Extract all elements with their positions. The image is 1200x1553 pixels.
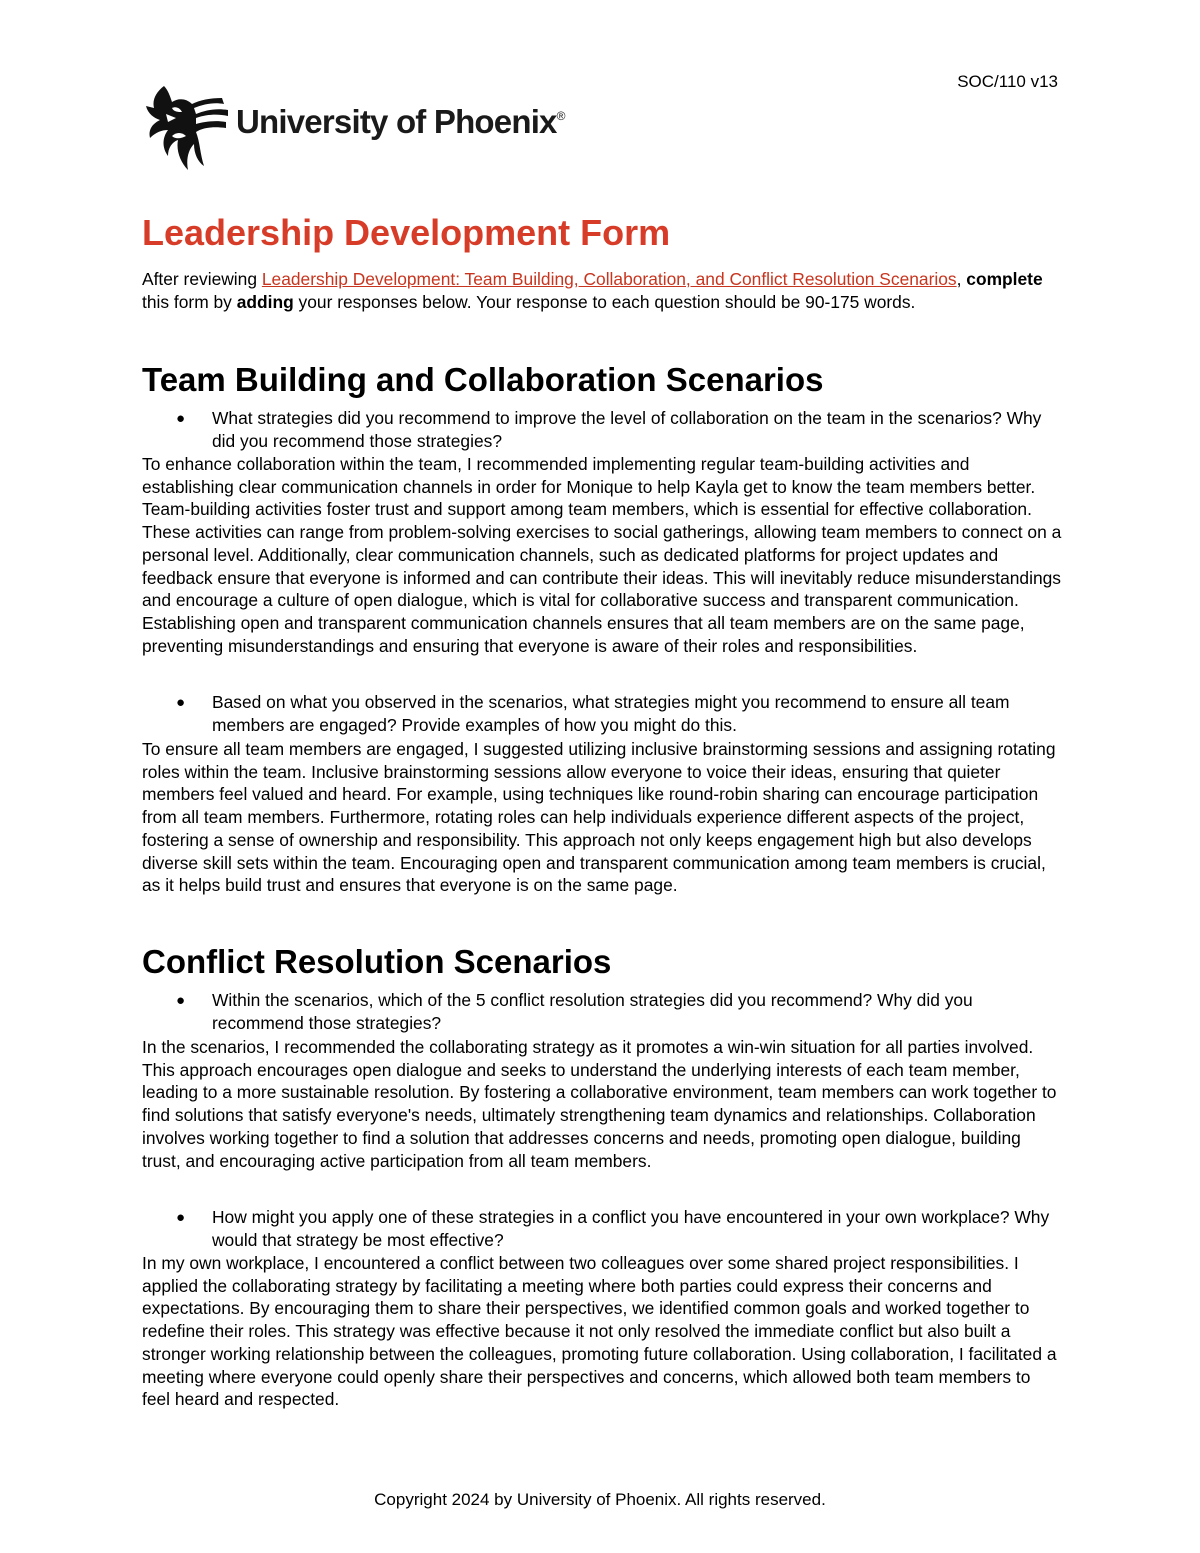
bullet-icon: ● (176, 694, 186, 711)
course-code: SOC/110 v13 (957, 72, 1058, 91)
question-item: ● Within the scenarios, which of the 5 conflict resolution strategies did you recommend? Why did you recommend those strategies? (176, 990, 973, 1033)
scenarios-link[interactable]: Leadership Development: Team Building, Collaboration, and Conflict Resolution Scenarios (261, 269, 957, 289)
copyright-footer: Copyright 2024 by University of Phoenix. All rights reserved. (374, 1490, 826, 1509)
section-heading: Team Building and Collaboration Scenarios (142, 361, 824, 398)
answer-paragraph: In my own workplace, I encountered a conflict between two colleagues over some shared project responsibilities. I applied the collaborating strategy by facilitating a meeting where both parties could express their concerns and expectations. By encouraging them to share their perspectives, we identified common goals and worked together to redefine their roles. This strategy was effective because it not only resolved the immediate conflict but also built a stronger working relationship between the colleagues, promoting future collaboration. Using collaboration, I facilitated a meeting where everyone could openly share their perspectives and concerns, which allowed both team members to feel heard and respected. (142, 1253, 1057, 1410)
question-item: ● How might you apply one of these strategies in a conflict you have encountered in your own workplace? Why would that strategy be most effective? (176, 1207, 1050, 1250)
question-item: ● Based on what you observed in the scenarios, what strategies might you recommend to ensure all team members are engaged? Provide examples of how you might do this. (176, 692, 1010, 735)
university-name: University of Phoenix® (236, 103, 565, 140)
question-item: ● What strategies did you recommend to improve the level of collaboration on the team in the scenarios? Why did you recommend those strategies? (176, 408, 1042, 451)
bullet-icon: ● (176, 410, 186, 427)
form-title: Leadership Development Form (142, 212, 671, 253)
bullet-icon: ● (176, 992, 186, 1009)
answer-paragraph: To ensure all team members are engaged, I suggested utilizing inclusive brainstorming sessions and assigning rotating roles within the team. Inclusive brainstorming sessions allow everyone to voice their ideas, ensuring that quieter members feel valued and heard. For example, using techniques like round-robin sharing can encourage participation from all team members. Furthermore, rotating roles can help individuals experience different aspects of the project, fostering a sense of ownership and responsibility. This approach not only keeps engagement high but also develops diverse skill sets within the team. Encouraging open and transparent communication among team members is crucial, as it helps build trust and ensures that everyone is on the same page. (142, 739, 1056, 896)
university-logo (142, 84, 565, 178)
section-heading: Conflict Resolution Scenarios (142, 943, 612, 980)
phoenix-icon (142, 84, 228, 178)
intro-paragraph: After reviewing Leadership Development: Team Building, Collaboration, and Conflict Resolution Scenarios, complete this form by adding your responses below. Your response to each question should be 90-175 words. (142, 269, 1043, 312)
bullet-icon: ● (176, 1209, 186, 1226)
answer-paragraph: In the scenarios, I recommended the collaborating strategy as it promotes a win-win situation for all parties involved. This approach encourages open dialogue and seeks to understand the underlying interests of each team member, leading to a more sustainable resolution. By fostering a collaborative environment, team members can work together to find solutions that satisfy everyone's needs, ultimately strengthening team dynamics and relationships. Collaboration involves working together to find a solution that addresses concerns and needs, promoting open dialogue, building trust, and encouraging active participation from all team members. (142, 1037, 1057, 1171)
answer-paragraph: To enhance collaboration within the team, I recommended implementing regular team-building activities and establishing clear communication channels in order for Monique to help Kayla get to know the team members better. Team-building activities foster trust and support among team members, which is essential for effective collaboration. These activities can range from problem-solving exercises to social gatherings, allowing team members to connect on a personal level. Additionally, clear communication channels, such as dedicated platforms for project updates and feedback ensure that everyone is informed and can contribute their ideas. This will inevitably reduce misunderstandings and encourage a culture of open dialogue, which is vital for collaborative success and transparent communication. Establishing open and transparent communication channels ensures that all team members are on the same page, preventing misunderstandings and ensuring that everyone is aware of their roles and responsibilities. (142, 454, 1062, 656)
